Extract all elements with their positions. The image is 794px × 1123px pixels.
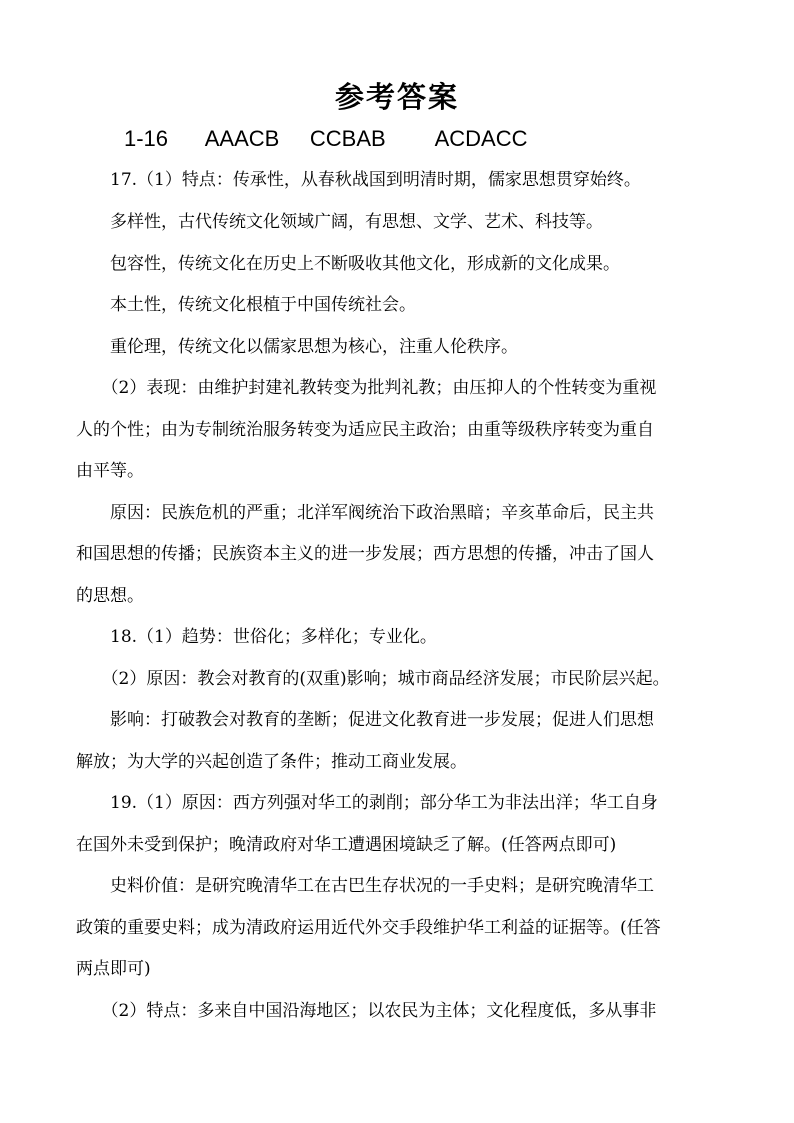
text-line: 19.（1）原因：西方列强对华工的剥削；部分华工为非法出洋；华工自身 <box>76 793 658 813</box>
answer-group-1: AAACB <box>204 126 280 151</box>
text-line: 17.（1）特点：传承性，从春秋战国到明清时期，儒家思想贯穿始终。 <box>76 170 641 190</box>
text-line: 本土性，传统文化根植于中国传统社会。 <box>76 295 416 315</box>
text-line: 政策的重要史料；成为清政府运用近代外交手段维护华工利益的证据等。(任答 <box>76 918 661 938</box>
text-line: 在国外未受到保护；晚清政府对华工遭遇困境缺乏了解。(任答两点即可) <box>76 835 617 855</box>
text-line: 解放；为大学的兴起创造了条件；推动工商业发展。 <box>76 752 467 772</box>
answer-group-2: CCBAB <box>309 126 386 151</box>
text-line: 影响：打破教会对教育的垄断；促进文化教育进一步发展；促进人们思想 <box>76 710 654 730</box>
page-title: 参考答案 <box>334 80 459 114</box>
text-line: （2）原因：教会对教育的(双重)影响；城市商品经济发展；市民阶层兴起。 <box>76 669 670 689</box>
text-line: 原因：民族危机的严重；北洋军阀统治下政治黑暗；辛亥革命后，民主共 <box>76 503 654 523</box>
answer-range: 1-16 <box>124 126 169 151</box>
text-line: 人的个性；由为专制统治服务转变为适应民主政治；由重等级秩序转变为重自 <box>76 420 654 440</box>
text-line: （2）表现：由维护封建礼教转变为批判礼教；由压抑人的个性转变为重视 <box>76 378 657 398</box>
answer-group-3: ACDACC <box>434 126 528 151</box>
text-line: 由平等。 <box>76 461 144 481</box>
text-line: 两点即可) <box>76 959 151 979</box>
text-line: 18.（1）趋势：世俗化；多样化；专业化。 <box>76 627 437 647</box>
text-line: 包容性，传统文化在历史上不断吸收其他文化，形成新的文化成果。 <box>76 254 620 274</box>
text-line: 史料价值：是研究晚清华工在古巴生存状况的一手史料；是研究晚清华工 <box>76 876 654 896</box>
choice-answers <box>124 124 528 154</box>
text-line: 重伦理，传统文化以儒家思想为核心，注重人伦秩序。 <box>76 337 518 357</box>
text-line: 的思想。 <box>76 586 144 606</box>
text-line: 和国思想的传播；民族资本主义的进一步发展；西方思想的传播，冲击了国人 <box>76 544 654 564</box>
text-line: 多样性，古代传统文化领域广阔，有思想、文学、艺术、科技等。 <box>76 212 603 232</box>
text-line: （2）特点：多来自中国沿海地区；以农民为主体；文化程度低，多从事非 <box>76 1001 657 1021</box>
